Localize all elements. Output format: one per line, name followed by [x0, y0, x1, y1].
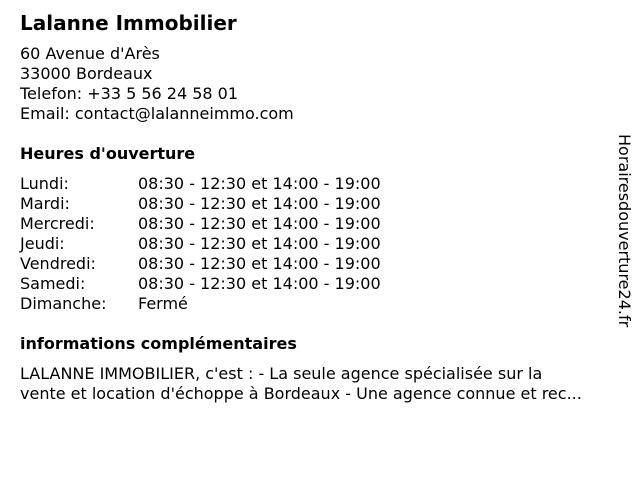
hours-row-saturday [20, 274, 381, 294]
additional-info-heading: informations complémentaires [20, 334, 297, 353]
day-hours: 08:30 - 12:30 et 14:00 - 19:00 [138, 174, 381, 193]
day-label: Vendredi: [20, 254, 96, 273]
email-address: Email: contact@lalanneimmo.com [20, 104, 294, 123]
hours-row-sunday [20, 294, 381, 314]
opening-hours-table [20, 174, 381, 314]
day-label: Jeudi: [20, 234, 65, 253]
day-hours: 08:30 - 12:30 et 14:00 - 19:00 [138, 194, 381, 213]
day-hours: 08:30 - 12:30 et 14:00 - 19:00 [138, 274, 381, 293]
day-hours: 08:30 - 12:30 et 14:00 - 19:00 [138, 214, 381, 233]
hours-row-friday [20, 254, 381, 274]
day-label: Lundi: [20, 174, 69, 193]
day-label: Mardi: [20, 194, 70, 213]
day-label: Samedi: [20, 274, 86, 293]
day-label: Mercredi: [20, 214, 95, 233]
business-name: Lalanne Immobilier [20, 11, 237, 35]
city-postcode: 33000 Bordeaux [20, 64, 153, 83]
day-hours: Fermé [138, 294, 188, 313]
contact-block [20, 44, 294, 124]
opening-hours-heading: Heures d'ouverture [20, 144, 196, 163]
street-address: 60 Avenue d'Arès [20, 44, 160, 63]
hours-row-tuesday [20, 194, 381, 214]
hours-row-monday [20, 174, 381, 194]
business-description [20, 364, 628, 404]
day-hours: 08:30 - 12:30 et 14:00 - 19:00 [138, 234, 381, 253]
hours-row-thursday [20, 234, 381, 254]
day-hours: 08:30 - 12:30 et 14:00 - 19:00 [138, 254, 381, 273]
description-line: vente et location d'échoppe à Bordeaux - Une agence connue et rec... [20, 384, 582, 403]
hours-row-wednesday [20, 214, 381, 234]
day-label: Dimanche: [20, 294, 107, 313]
description-line: LALANNE IMMOBILIER, c'est : - La seule agence spécialisée sur la [20, 364, 543, 383]
site-watermark: Horairesdouverture24.fr [615, 134, 634, 328]
phone-number: Telefon: +33 5 56 24 58 01 [20, 84, 239, 103]
